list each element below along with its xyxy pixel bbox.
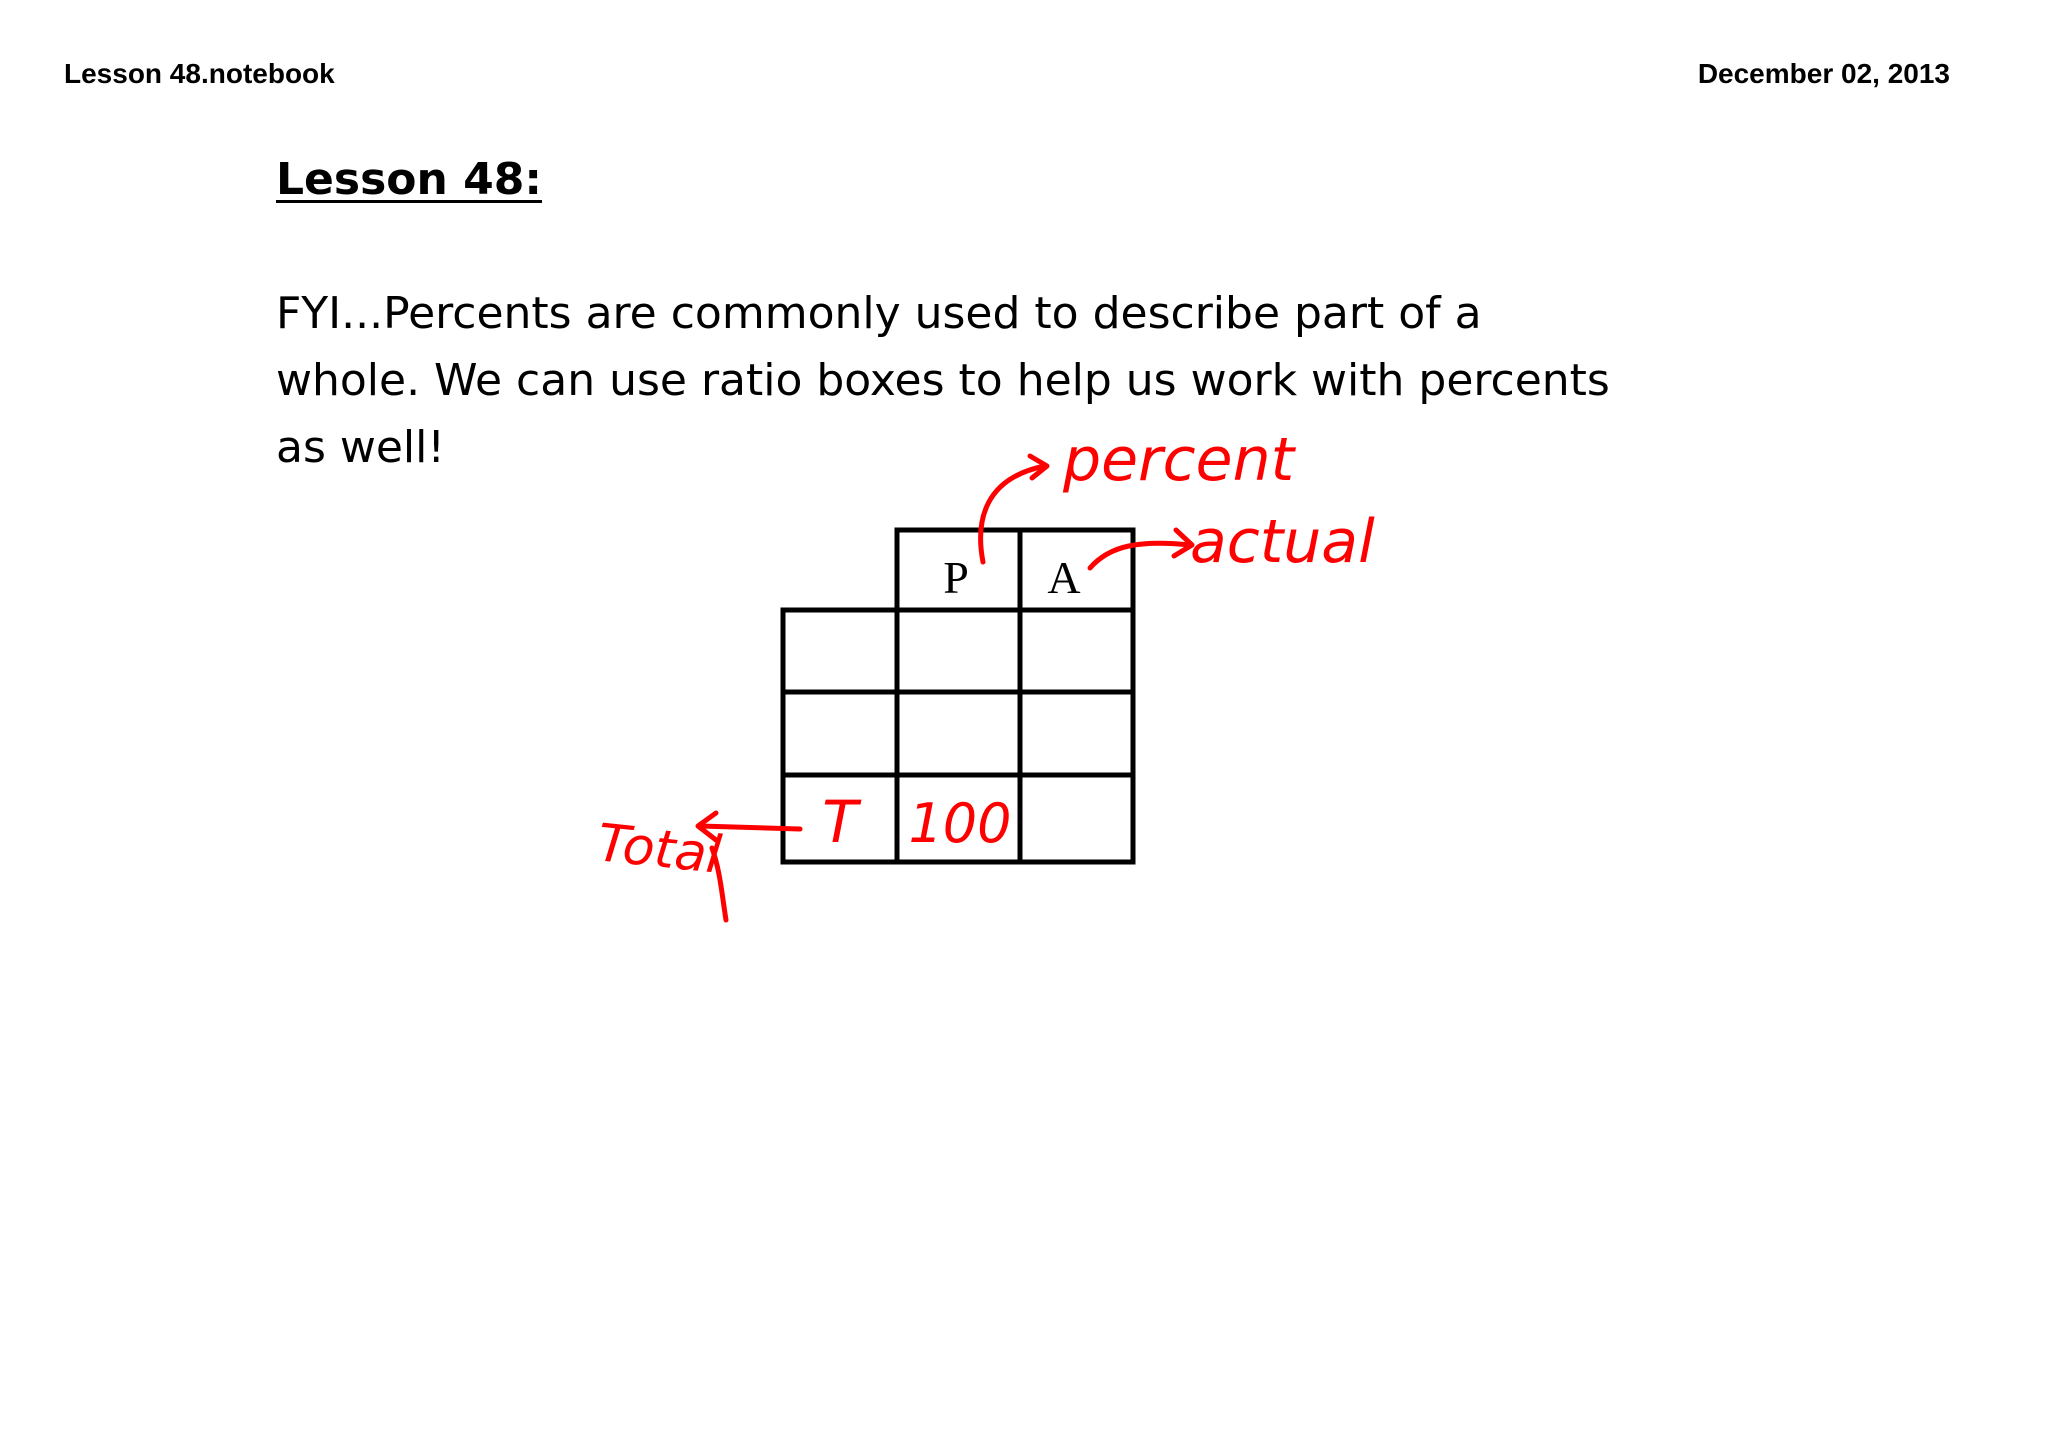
total-annotation: Total: [594, 813, 725, 886]
percent-annotation: percent: [1063, 425, 1295, 495]
intro-line-2: whole. We can use ratio boxes to help us work with percents: [276, 355, 1610, 406]
intro-line-3: as well!: [276, 422, 446, 473]
notebook-file-name: Lesson 48.notebook: [64, 58, 335, 89]
percent-arrow: [981, 466, 1045, 562]
column-header-actual: A: [1047, 552, 1081, 603]
actual-annotation: actual: [1190, 507, 1375, 577]
total-row-percent-value: 100: [908, 792, 1012, 855]
intro-line-1: FYI...Percents are commonly used to describe part of a: [276, 288, 1482, 339]
lesson-title: Lesson 48:: [276, 154, 542, 205]
column-header-percent: P: [943, 552, 969, 603]
total-row-label: T: [822, 788, 858, 856]
page-date: December 02, 2013: [1697, 58, 1950, 89]
